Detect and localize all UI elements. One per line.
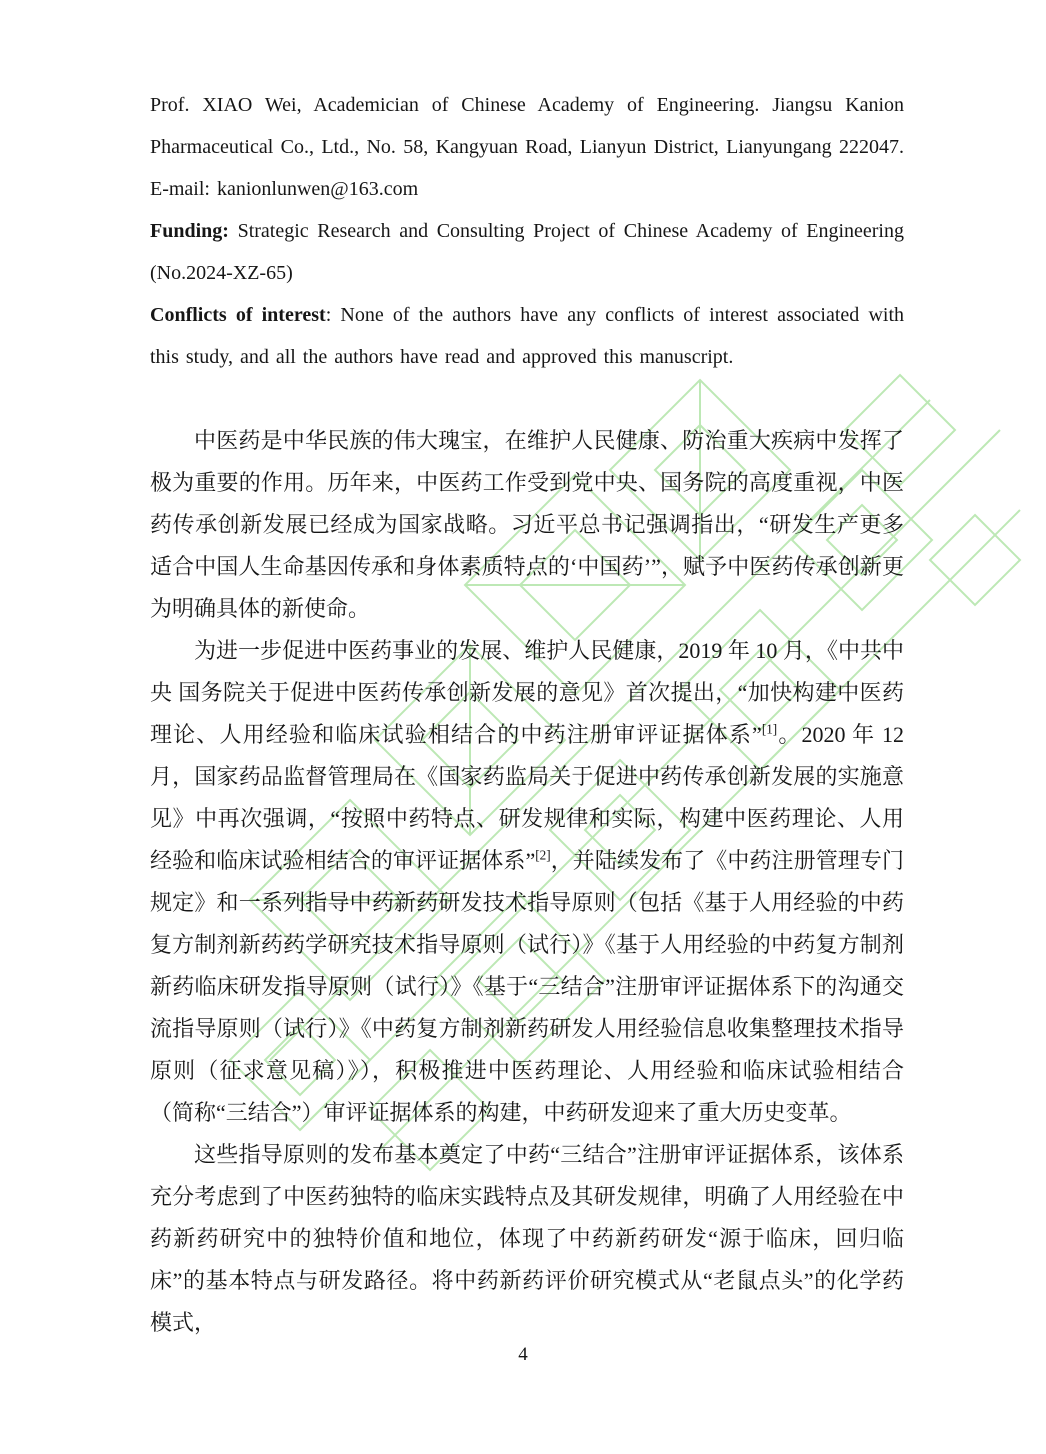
- body-paragraph: [150, 630, 904, 1134]
- funding-note: [150, 210, 904, 294]
- page-number: 4: [518, 1344, 528, 1365]
- conflicts-text: : None of the authors have any conflicts of interest associated with this study, and all the authors have read and approved this manuscript.: [150, 304, 904, 368]
- page-footer: [0, 1344, 1046, 1366]
- text-run: ，并陆续发布了《中药注册管理专门规定》和一系列指导中药新药研发技术指导原则（包括《基于人用经验的中药复方制剂新药药学研究技术指导原则（试行）》《基于人用经验的中药复方制剂新药临床研发指导原则（试行）》《基于“三结合”注册审评证据体系下的沟通交流指导原则（试行）》《中药复方制剂新药研发人用经验信息收集整理技术指导原则（征求意见稿）》），积极推进中医药理论、人用经验和临床试验相结合（简称“三结合”）审评证据体系的构建，中药研发迎来了重大历史变革。: [150, 848, 904, 1125]
- footnote-ref: [1]: [761, 721, 778, 737]
- text-run: 中医药是中华民族的伟大瑰宝，在维护人民健康、防治重大疾病中发挥了极为重要的作用。历年来，中医药工作受到党中央、国务院的高度重视，中医药传承创新发展已经成为国家战略。习近平总书记强调指出，“研发生产更多适合中国人生命基因传承和身体素质特点的‘中国药’”，赋予中医药传承创新更为明确具体的新使命。: [150, 428, 904, 621]
- funding-label: Funding:: [150, 220, 229, 242]
- conflicts-label: Conflicts of interest: [150, 304, 326, 326]
- footnote-ref: [2]: [535, 847, 551, 863]
- body-paragraph: [150, 1134, 904, 1344]
- text-run: 这些指导原则的发布基本奠定了中药“三结合”注册审评证据体系，该体系充分考虑到了中医药独特的临床实践特点及其研发规律，明确了人用经验在中药新药研究中的独特价值和地位，体现了中药新药研发“源于临床，回归临床”的基本特点与研发路径。将中药新药评价研究模式从“老鼠点头”的化学药模式，: [150, 1142, 904, 1335]
- page-content: [150, 84, 904, 1344]
- article-body: [150, 420, 904, 1344]
- body-paragraph: [150, 420, 904, 630]
- text-run: 。2020 年 12 月，国家药品监督管理局在《国家药监局关于促进中药传承创新发展的实施意见》中再次强调，“按照中药特点、研发规律和实际，构建中医药理论、人用经验和临床试验相结合的审评证据体系”: [150, 722, 904, 873]
- conflicts-note: [150, 294, 904, 378]
- author-affiliation: Prof. XIAO Wei, Academician of Chinese Academy of Engineering. Jiangsu Kanion Pharmaceutical Co., Ltd., No. 58, Kangyuan Road, Lianyun District, Lianyungang 222047. E-mail: kanionlunwen@163.com: [150, 94, 904, 200]
- text-run: 为进一步促进中医药事业的发展、维护人民健康，2019 年 10 月，《中共中央 国务院关于促进中医药传承创新发展的意见》首次提出，“加快构建中医药理论、人用经验和临床试验相结合的中药注册审评证据体系”: [150, 638, 904, 747]
- front-matter: [150, 84, 904, 378]
- funding-text: Strategic Research and Consulting Project of Chinese Academy of Engineering (No.2024-XZ-65): [150, 220, 904, 284]
